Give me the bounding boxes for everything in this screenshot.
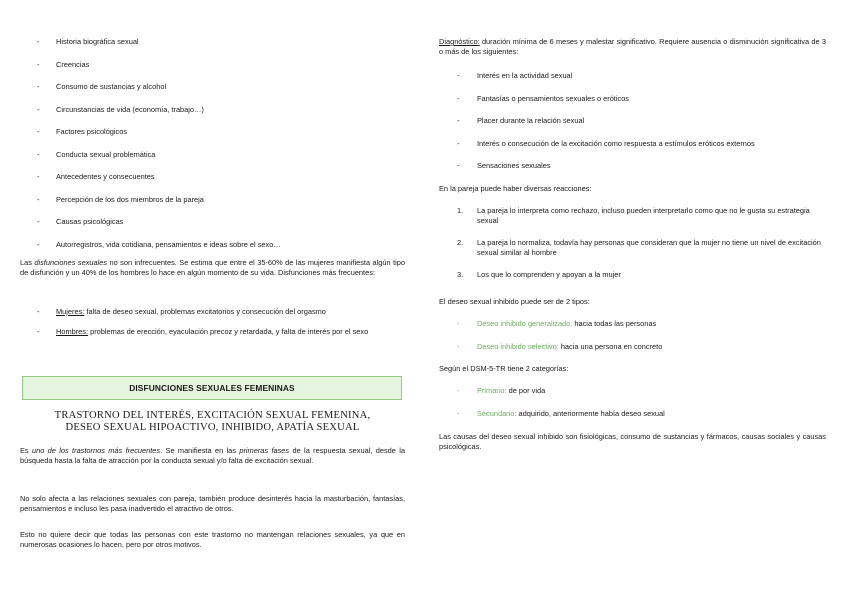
list-item: - Deseo inhibido selectivo: hacia una persona en concreto bbox=[439, 342, 826, 352]
reactions-intro: En la pareja puede haber diversas reacciones: bbox=[439, 184, 592, 193]
list-item: - Interés en la actividad sexual bbox=[439, 71, 826, 94]
dsm-categories-list bbox=[439, 386, 826, 418]
causes-paragraph: Las causas del deseo sexual inhibido son fisiológicas, consumo de sustancias y fármacos, causas sociales y causas psicológicas. bbox=[439, 432, 826, 451]
list-item: - Circunstancias de vida (economía, trabajo…) bbox=[20, 105, 405, 128]
list-item: - Mujeres: falta de deseo sexual, problemas excitatorios y consecución del orgasmo bbox=[20, 307, 405, 317]
list-item: - Secundario: adquirido, anteriormente había deseo sexual bbox=[439, 409, 826, 419]
dysfunctions-paragraph: Las disfunciones sexuales no son infrecuentes. Se estima que entre el 35-60% de las mujeres manifiesta algún tipo de disfunción y un 40% de los hombres lo hace en algún momento de su vida. Disfunciones más frecuentes: bbox=[20, 258, 405, 277]
desire-intro: El deseo sexual inhibido puede ser de 2 tipos: bbox=[439, 297, 590, 306]
paragraph: No solo afecta a las relaciones sexuales con pareja, también produce desinterés hacia la masturbación, fantasías, pensamientos e incluso les pasa inadvertido el atractivo de otros. bbox=[20, 494, 405, 513]
disorder-title: TRASTORNO DEL INTERÉS, EXCITACIÓN SEXUAL FEMENINA, DESEO SEXUAL HIPOACTIVO, INHIBIDO, APATÍA SEXUAL bbox=[54, 410, 371, 434]
list-item: - Percepción de los dos miembros de la pareja bbox=[20, 195, 405, 218]
list-item: - Placer durante la relación sexual bbox=[439, 116, 826, 139]
list-item: 2. La pareja lo normaliza, todavía hay personas que consideran que la mujer no tiene un nivel de excitación sexual similar al hombre bbox=[457, 238, 821, 257]
list-item: - Hombres: problemas de erección, eyaculación precoz y retardada, y falta de interés por el sexo bbox=[20, 327, 405, 337]
list-item: - Primario: de por vida bbox=[439, 386, 826, 409]
list-item: - Fantasías o pensamientos sexuales o eróticos bbox=[439, 94, 826, 117]
list-item: - Deseo inhibido generalizado: hacia todas las personas bbox=[439, 319, 826, 342]
list-item: - Consumo de sustancias y alcohol bbox=[20, 82, 405, 105]
diagnosis-criteria-list bbox=[439, 71, 826, 184]
paragraph: Es uno de los trastornos más frecuentes. Se manifiesta en las primeras fases de la respuesta sexual, desde la búsqueda hasta la falta de atracción por la conducta sexual y/o falta de excitación sexual. bbox=[20, 446, 405, 465]
evaluation-list bbox=[20, 37, 405, 262]
list-item: 3. Los que lo comprenden y apoyan a la mujer bbox=[457, 270, 621, 280]
list-item: 1. La pareja lo interpreta como rechazo, incluso pueden interpretarlo como que no le gusta su estrategia sexual bbox=[457, 206, 810, 225]
list-item: - Conducta sexual problemática bbox=[20, 150, 405, 173]
list-item: - Causas psicológicas bbox=[20, 217, 405, 240]
paragraph: Esto no quiere decir que todas las personas con este trastorno no mantengan relaciones sexuales, ya que en numerosas ocasiones lo hacen, pero por otros motivos. bbox=[20, 530, 405, 549]
list-item: - Interés o consecución de la excitación como respuesta a estímulos eróticos externos bbox=[439, 139, 826, 162]
reactions-list bbox=[439, 206, 826, 280]
section-banner: DISFUNCIONES SEXUALES FEMENINAS bbox=[22, 376, 402, 400]
diagnosis-paragraph: Diagnóstico: duración mínima de 6 meses y malestar significativo. Requiere ausencia o disminución significativa de 3 o más de los siguientes: bbox=[439, 37, 826, 56]
list-item: - Creencias bbox=[20, 60, 405, 83]
gender-list bbox=[20, 307, 405, 336]
list-item: - Historia biográfica sexual bbox=[20, 37, 405, 60]
list-item: - Antecedentes y consecuentes bbox=[20, 172, 405, 195]
list-item: - Autorregistros, vida cotidiana, pensamientos e ideas sobre el sexo… bbox=[20, 240, 405, 263]
dsm-intro: Según el DSM-5-TR tiene 2 categorías: bbox=[439, 364, 569, 373]
list-item: - Factores psicológicos bbox=[20, 127, 405, 150]
desire-types-list bbox=[439, 319, 826, 351]
list-item: - Sensaciones sexuales bbox=[439, 161, 826, 184]
